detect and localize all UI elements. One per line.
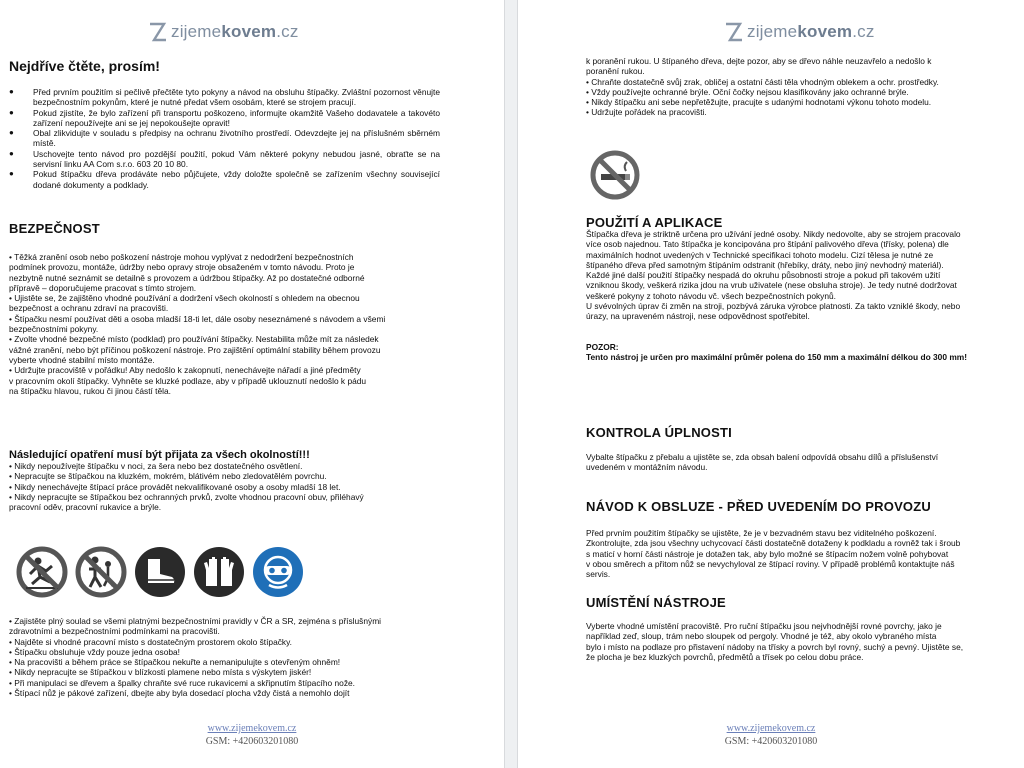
safety-line: bezpečnostními pokyny.: [9, 324, 99, 335]
logo-text-plain: zijeme: [171, 22, 222, 41]
safety-line: nezbytně nutné seznámit se detailně s provozem a údržbou štípačky. Až po dostatečné odborné: [9, 272, 365, 283]
placement-line: Vyberte vhodné umístění pracoviště. Pro ruční štípačku jsou nejvhodnější rovné povrchy, jako je: [586, 621, 942, 631]
caution-text: Tento nástroj je určen pro maximální průměr polena do 150 mm a maximální délkou do 300 mm!: [586, 352, 968, 362]
placement-line: například zeď, sloup, trám nebo sloupek od pergoly. Vhodné je též, aby okolo vybraného místa: [586, 631, 937, 642]
eye-protection-icon: [252, 546, 304, 598]
safety-line: • Ujistěte se, že zajištěno vhodné používání a dodržení všech okolností s ohledem na obecnou: [9, 293, 360, 304]
heading-use: POUŽITÍ A APLIKACE: [586, 215, 723, 230]
continued-line: k poranění rukou. U štípaného dřeva, dejte pozor, aby se dřevo náhle neuzavřelo a nedošlo k: [586, 56, 932, 66]
heading-manual: NÁVOD K OBSLUZE - PŘED UVEDENÍM DO PROVOZU: [586, 499, 931, 514]
final-line: • Štípačku obsluhuje vždy pouze jedna osoba!: [9, 646, 181, 657]
intro-bullet: ● Uschovejte tento návod pro pozdější použití, pokud Vám některé pokyny nebudou jasné, obraťte se na servisní linku AA Com s.r.o. 603 20 10 80.: [9, 149, 440, 170]
use-line: vzniknou škody, veškerá rizika jdou na vrub uživatele (nese obsluha stroje). Je tedy nutné dodržovat: [586, 280, 957, 291]
measure-line: pracovní oděv, pracovní rukavice a brýle.: [9, 502, 162, 513]
completeness-line: uvedeném v montážním návodu.: [586, 462, 708, 473]
safety-line: vážné zranění, nebo být příčinou poškození nástroje. Pro zajištění optimální stability během provozu: [9, 344, 381, 355]
document-page-right: [518, 0, 1024, 768]
footer-url[interactable]: www.zijemekovem.cz: [726, 723, 816, 734]
footer-right: [518, 722, 1024, 748]
footer-url[interactable]: www.zijemekovem.cz: [207, 723, 297, 734]
safety-line: • Zvolte vhodné bezpečné místo (podklad) pro používání štípačky. Nestabilita může mít za následek: [9, 334, 379, 345]
no-persons-icon: [75, 546, 127, 598]
completeness-text: [586, 452, 938, 473]
no-smoking-icon: [590, 150, 640, 200]
safety-pictograms: [16, 546, 311, 598]
continued-line: • Vždy používejte ochranné brýle. Oční čočky nejsou klasifikovány jako ochranné brýle.: [586, 86, 909, 97]
logo-mark-icon: [148, 22, 168, 42]
caution-label: POZOR:: [586, 342, 619, 352]
intro-bullet: ● Pokud štípačku dřeva prodáváte nebo půjčujete, vždy doložte společně se zařízením všechny související dodané dokumenty a podklady.: [9, 169, 440, 190]
manual-line: Zkontrolujte, zda jsou všechny uchycovací části dostatečně dotaženy k podkladu a rovněž tak i šroub: [586, 538, 961, 549]
heading-safety: BEZPEČNOST: [9, 221, 100, 236]
final-line: • Na pracovišti a během práce se štípačkou nekuřte a nemanipulujte s otevřeným ohněm!: [9, 657, 341, 668]
safety-line: vyberte vhodné stabilní místo montáže.: [9, 354, 155, 365]
safety-line: • Udržujte pracoviště v pořádku! Aby nedošlo k zakopnutí, nenechávejte nářadí a jiné předměty: [9, 365, 361, 376]
intro-bullet-list: [9, 87, 440, 190]
heading-placement: UMÍSTĚNÍ NÁSTROJE: [586, 595, 726, 610]
brand-logo: [148, 22, 299, 42]
safety-gloves-icon: [193, 546, 245, 598]
use-line: maximálních hodnot uvedených v Technické specifikaci tohoto modelu. Cizí tělesa je nutné ze: [586, 249, 934, 260]
measure-line: • Nikdy nepracujte se štípačkou bez ochranných prvků, zvolte vhodnou pracovní obuv, přiléhavý: [9, 491, 364, 502]
manual-text: [586, 528, 960, 579]
safety-line: v pracovním okolí štípačky. Vyhněte se kluzké podlaze, aby v případě uklouznutí nedošlo k pádu: [9, 375, 367, 386]
heading-completeness: KONTROLA ÚPLNOSTI: [586, 425, 732, 440]
safety-line: na štípačku hlavou, rukou či jinou částí těla.: [9, 385, 172, 396]
logo-text-suffix: .cz: [852, 22, 875, 41]
document-page-left: [0, 0, 504, 768]
safety-line: přípravě – doporučujeme pracovat s tímto strojem.: [9, 282, 197, 293]
continued-safety-text: [586, 56, 939, 118]
use-line: Štípačka dřeva je striktně určena pro užívání jedné osoby. Nikdy nedovolte, aby se strojem pracovalo: [586, 229, 961, 239]
placement-text: [586, 621, 963, 662]
final-safety-text: [9, 616, 381, 698]
heading-measures: Následující opatření musí být přijata za všech okolností!!!: [9, 449, 310, 461]
use-line: U svévolných úprav či změn na stroji, pozbývá záruka výrobce platnosti. Za takto vzniklé škody, nebo: [586, 301, 961, 312]
continued-line: • Udržujte pořádek na pracovišti.: [586, 107, 707, 118]
logo-text-plain: zijeme: [747, 22, 798, 41]
manual-line: s maticí v horní části nástroje je dotažen tak, aby bylo možné se štípacím nožem volně pohybovat: [586, 548, 949, 559]
use-line: štípaného dřeva před samotným štípáním odstranit (hřebíky, dráty, nebo jiný nevhodný materiál).: [586, 259, 944, 270]
use-line: Každé jiné další použití štípačky nespadá do okruhu působnosti stroje a pokud při takovém užití: [586, 270, 941, 281]
intro-bullet: ● Pokud zjistíte, že bylo zařízení při transportu poškozeno, informujte okamžitě Vašeho dodavatele a takovéto zařízení nepoužívejte ani se jej nepokoušejte opravit!: [9, 108, 440, 129]
measure-line: • Nikdy nenechávejte štípací práce provádět nekvalifikované osoby a osoby mladší 18 let.: [9, 481, 341, 492]
use-text: [586, 229, 961, 322]
safety-text: [9, 252, 385, 396]
safety-line: podmínek provozu, montáže, údržby nebo opravy stroje obsaženém v tomto návodu. Proto je: [9, 262, 355, 273]
footer-gsm: GSM: +420603201080: [724, 736, 818, 747]
intro-bullet: ● Před prvním použitím si pečlivě přečtěte tyto pokyny a návod na obsluhu štípačky. Zvláštní pozornost věnujte bezpečnostním pokynům, které je nutné předat všem osobám, které se strojem pracují.: [9, 87, 440, 108]
measure-line: • Nepracujte se štípačkou na kluzkém, mokrém, blátivém nebo zledovatělém povrchu.: [9, 471, 327, 482]
safety-line: • Těžká zranění osob nebo poškození nástroje mohou vyplývat z nedodržení bezpečnostních: [9, 252, 354, 262]
placement-line: bylo i místo na podlaze pro přistavení nádoby na třísky a povrch byl rovný, suchý a pevný. Ujistěte se,: [586, 641, 964, 652]
no-slip-icon: [16, 546, 68, 598]
logo-mark-icon: [724, 22, 744, 42]
heading-read-first: Nejdříve čtěte, prosím!: [9, 58, 160, 74]
final-line: • Štípací nůž je pákové zařízení, dbejte aby byla dosedací plocha vždy čistá a nemohlo dojít: [9, 688, 350, 699]
manual-line: v obou směrech a přitom nůž se nevychyloval ze štípací roviny. V případě problémů kontaktujte náš: [586, 558, 955, 569]
continued-line: • Chraňte dostatečně svůj zrak, obličej a ostatní části těla vhodným oblekem a ochr. prostředky.: [586, 76, 939, 87]
final-line: • Najděte si vhodné pracovní místo s dostatečným prostorem okolo štípačky.: [9, 636, 293, 647]
brand-logo: [724, 22, 875, 42]
placement-line: že plocha je bez kluzkých povrchů, předmětů a třísek po celou dobu práce.: [586, 651, 864, 662]
page-gutter: [504, 0, 518, 768]
use-line: veškeré pokyny z tohoto návodu vč. všech bezpečnostních pokynů.: [586, 290, 837, 301]
intro-bullet: ● Obal zlikvidujte v souladu s předpisy na ochranu životního prostředí. Odevzdejte jej na příslušném sběrném místě.: [9, 128, 440, 149]
final-line: zdravotními a bezpečnostními podmínkami na pracovišti.: [9, 626, 220, 637]
continued-line: • Nikdy štípačku ani sebe nepřetěžujte, pracujte s udanými hodnotami výkonu tohoto modelu.: [586, 97, 932, 108]
final-line: • Zajistěte plný soulad se všemi platnými bezpečnostními pravidly v ČR a SR, zejména s příslušnými: [9, 616, 382, 626]
continued-line: poranění rukou.: [586, 66, 645, 77]
use-line: více osob najednou. Tato štípačka je koncipována pro štípání palivového dřeva (třísky, polena) dle: [586, 239, 949, 250]
safety-boots-icon: [134, 546, 186, 598]
safety-line: • Štípačku nesmí používat děti a osoba mladší 18-ti let, dále osoby neseznámené s návodem a všemi: [9, 313, 386, 324]
manual-line: Před prvním použitím štípačky se ujistěte, že je v bezvadném stavu bez viditelného poškození.: [586, 528, 937, 538]
logo-text-bold: kovem: [221, 22, 277, 41]
manual-line: servis.: [586, 569, 611, 580]
logo-text-bold: kovem: [797, 22, 853, 41]
footer-gsm: GSM: +420603201080: [205, 736, 299, 747]
final-line: • Při manipulaci se dřevem a špalky chraňte své ruce rukavicemi a skřipnutím štípacího nože.: [9, 677, 355, 688]
measure-line: • Nikdy nepoužívejte štípačku v noci, za šera nebo bez dostatečného osvětlení.: [9, 461, 303, 471]
logo-text-suffix: .cz: [276, 22, 299, 41]
final-line: • Nikdy nepracujte se štípačkou v blízkosti plamene nebo místa s výskytem jiskér!: [9, 667, 312, 678]
safety-line: bezpečnost a ochranu zdraví na pracovišti.: [9, 303, 169, 314]
completeness-line: Vybalte štípačku z přebalu a ujistěte se, zda obsah balení odpovídá obsahu dílů a příslušenství: [586, 452, 939, 462]
measures-text: [9, 461, 364, 512]
use-line: úrazy, na upraveném nástroji, nese odpovědnost spotřebitel.: [586, 311, 810, 322]
footer-left: [0, 722, 504, 748]
